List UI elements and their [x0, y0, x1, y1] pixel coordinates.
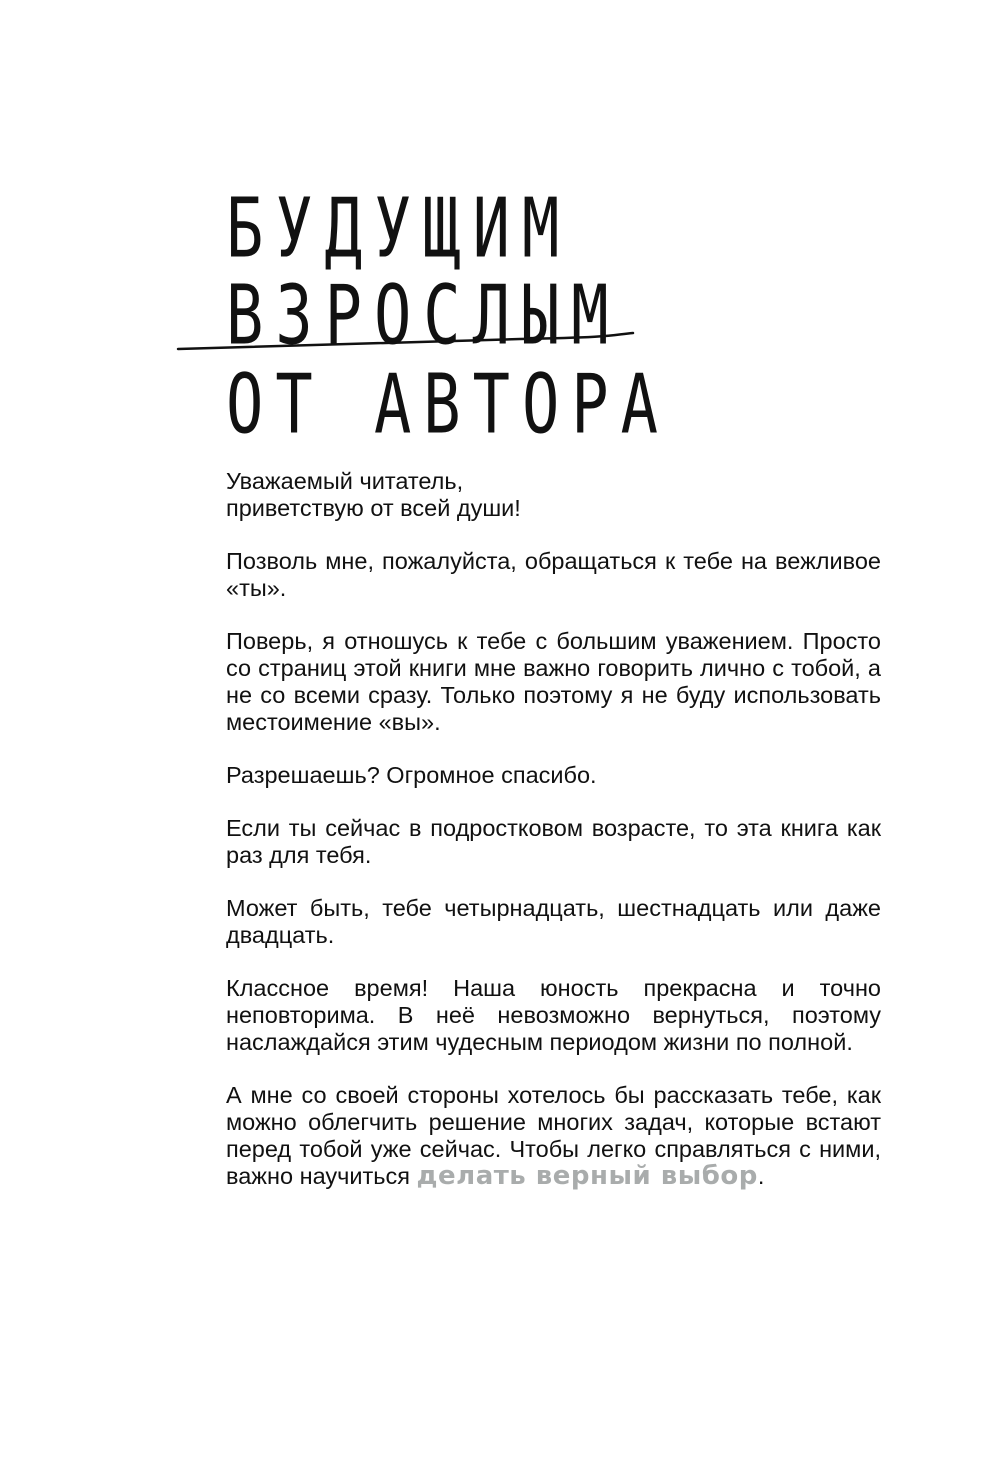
greeting-line-2: приветствую от всей души! [226, 495, 521, 521]
greeting-paragraph [226, 468, 881, 522]
paragraph-1: Позволь мне, пожалуйста, обращаться к тебе на вежливое «ты». [226, 548, 881, 601]
paragraph-7 [226, 1082, 881, 1190]
title-line-3: ОТ АВТОРА [226, 356, 670, 453]
title-line-2: ВЗРОСЛЫМ [226, 267, 621, 364]
greeting-line-1: Уважаемый читатель, [226, 468, 464, 494]
paragraph-2: Поверь, я отношусь к тебе с большим уважением. Просто со страниц этой книги мне важно говорить лично с тобой, а не со всеми сразу. Только поэтому я не буду использовать местоимение «вы». [226, 628, 881, 735]
paragraph-7-text: А мне со своей стороны хотелось бы рассказать тебе, как можно облегчить решение многих задач, которые встают перед тобой уже сейчас. Чтобы легко справляться с ними, важно научиться [226, 1082, 881, 1189]
paragraph-6: Классное время! Наша юность прекрасна и точно неповторима. В неё невозможно вернуться, поэтому наслаждайся этим чудесным периодом жизни по полной. [226, 975, 881, 1055]
paragraph-4: Если ты сейчас в подростковом возрасте, то эта книга как раз для тебя. [226, 815, 881, 868]
highlight-phrase: делать верный выбор [416, 1161, 758, 1191]
paragraph-3: Разрешаешь? Огромное спасибо. [226, 762, 597, 788]
paragraph-5: Может быть, тебе четырнадцать, шестнадцать или даже двадцать. [226, 895, 881, 948]
body-text [226, 468, 881, 1216]
title-line-1: БУДУЩИМ [226, 180, 572, 277]
paragraph-7-end: . [757, 1163, 765, 1189]
